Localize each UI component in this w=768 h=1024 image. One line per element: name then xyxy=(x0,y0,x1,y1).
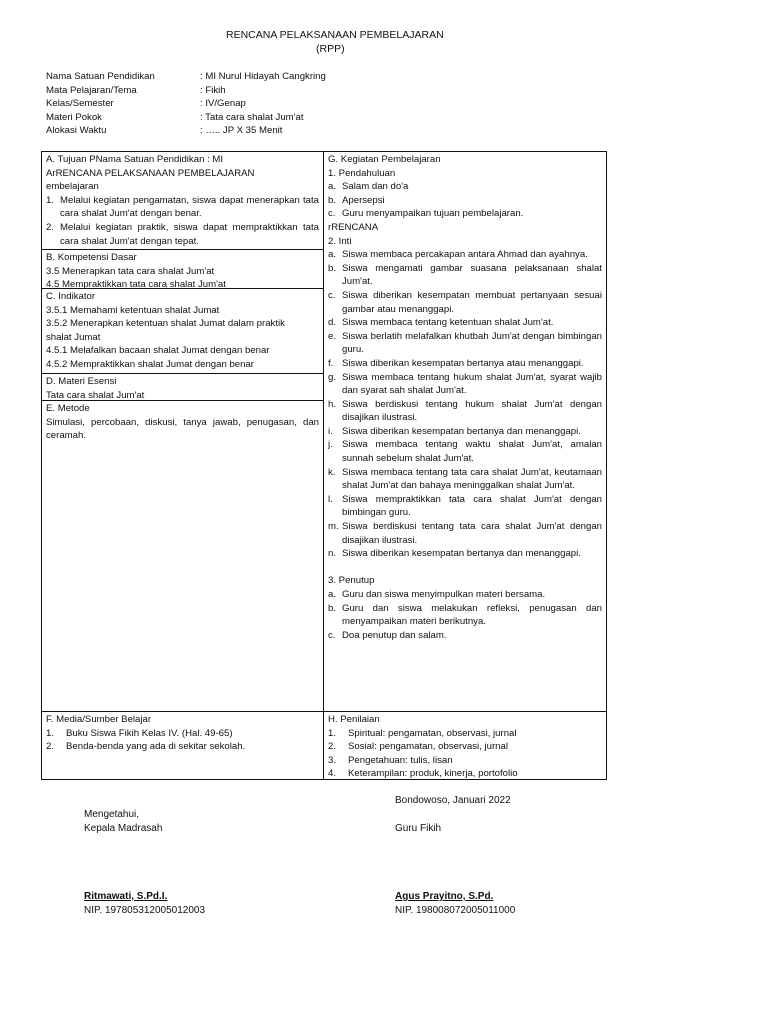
item-marker: f. xyxy=(328,357,334,369)
document-title: RENCANA PELAKSANAAN PEMBELAJARAN xyxy=(226,29,444,41)
right-role: Guru Fikih xyxy=(395,823,442,834)
spacer xyxy=(328,561,602,575)
rpp-table xyxy=(41,151,607,780)
item-marker: 2. xyxy=(46,221,55,233)
list-item xyxy=(328,398,602,425)
item-text: Melalui kegiatan praktik, siswa dapat mempraktikkan tata cara shalat Jum'at dengan tepat. xyxy=(60,221,319,247)
item-text: Siswa berdiskusi tentang tata cara shalat Jum'at dengan disajikan ilustrasi. xyxy=(342,521,602,546)
identity-block xyxy=(46,70,326,138)
tujuan-section xyxy=(42,152,323,250)
item-marker: h. xyxy=(328,398,337,410)
list-item xyxy=(328,207,602,221)
right-column xyxy=(324,152,606,779)
identity-label: Alokasi Waktu xyxy=(46,125,107,137)
item-marker: a. xyxy=(328,181,337,193)
section-line: A. Tujuan PNama Satuan Pendidikan : MI xyxy=(46,154,224,165)
item-marker: 1. xyxy=(46,194,55,206)
subsection-heading: 3. Penutup xyxy=(328,575,375,587)
item-marker: c. xyxy=(328,208,336,220)
identity-row xyxy=(46,124,326,138)
list-item xyxy=(328,316,602,330)
right-signatory-nip: NIP. 198008072005011000 xyxy=(395,905,516,916)
kompetensi-dasar-section xyxy=(42,250,323,289)
item-text: Siswa mempraktikkan tata cara shalat Jum'at dengan bimbingan guru. xyxy=(342,493,602,519)
list-item xyxy=(328,588,602,602)
mengetahui-label: Mengetahui, xyxy=(84,809,140,820)
section-line: Tata cara shalat Jum'at xyxy=(46,389,145,401)
identity-label: Mata Pelajaran/Tema xyxy=(46,84,137,96)
identity-label: Nama Satuan Pendidikan xyxy=(46,71,155,82)
section-text: Simulasi, percobaan, diskusi, tanya jawab, penugasan, dan ceramah. xyxy=(46,416,319,442)
list-item xyxy=(328,438,602,465)
item-text: Guru dan siswa melakukan refleksi, penugasan dan menyampaikan materi berikutnya. xyxy=(342,602,602,628)
kegiatan-section xyxy=(324,152,606,712)
list-item xyxy=(328,262,602,289)
item-marker: e. xyxy=(328,330,337,342)
item-text: Pengetahuan: tulis, lisan xyxy=(348,754,453,766)
list-item xyxy=(46,727,319,741)
left-signatory-nip: NIP. 197805312005012003 xyxy=(84,905,206,916)
identity-value: : ….. JP X 35 Menit xyxy=(200,125,283,137)
list-item xyxy=(328,289,602,316)
document-subtitle: (RPP) xyxy=(316,43,345,55)
item-marker: l. xyxy=(328,493,333,505)
place-date: Bondowoso, Januari 2022 xyxy=(395,795,511,806)
item-marker: b. xyxy=(328,262,337,274)
list-item xyxy=(328,520,602,547)
item-text: Melalui kegiatan pengamatan, siswa dapat menerapkan tata cara shalat Jum'at dengan benar. xyxy=(60,194,319,220)
section-heading: F. Media/Sumber Belajar xyxy=(46,714,152,725)
item-text: Siswa berdiskusi tentang hukum shalat Jum'at dengan disajikan ilustrasi. xyxy=(342,398,602,424)
item-text: Salam dan do'a xyxy=(342,181,409,193)
item-text: Siswa mengamati gambar suasana pelaksanaan shalat Jum'at. xyxy=(342,262,602,288)
item-marker: 1. xyxy=(328,727,337,739)
item-text: Guru menyampaikan tujuan pembelajaran. xyxy=(342,208,524,220)
item-marker: 1. xyxy=(46,727,55,739)
item-text: Spiritual: pengamatan, observasi, jurnal xyxy=(348,727,517,739)
subsection-heading: 1. Pendahuluan xyxy=(328,167,396,179)
item-text: Apersepsi xyxy=(342,194,385,206)
identity-value: : Tata cara shalat Jum'at xyxy=(200,111,304,123)
materi-esensi-section xyxy=(42,374,323,401)
section-line: embelajaran xyxy=(46,181,99,193)
section-heading: B. Kompetensi Dasar xyxy=(46,252,137,263)
section-line: 3.5 Menerapkan tata cara shalat Jum'at xyxy=(46,265,215,277)
list-item xyxy=(328,727,602,741)
item-marker: 3. xyxy=(328,754,337,766)
item-marker: i. xyxy=(328,425,333,437)
list-item xyxy=(328,371,602,398)
left-role: Kepala Madrasah xyxy=(84,823,163,834)
item-marker: c. xyxy=(328,289,336,301)
list-item xyxy=(328,330,602,357)
section-line: 3.5.2 Menerapkan ketentuan shalat Jumat dalam praktik xyxy=(46,318,285,330)
item-text: Siswa membaca tentang ketentuan shalat Jum'at. xyxy=(342,317,554,329)
section-line: 4.5.1 Melafalkan bacaan shalat Jumat dengan benar xyxy=(46,345,270,357)
identity-value: : Fikih xyxy=(200,84,226,96)
identity-row xyxy=(46,111,326,125)
list-item xyxy=(46,740,319,754)
item-text: Sosial: pengamatan, observasi, jurnal xyxy=(348,741,508,753)
item-marker: b. xyxy=(328,602,337,614)
item-text: Siswa diberikan kesempatan membuat pertanyaan sesuai gambar atau menanggapi. xyxy=(342,289,602,315)
list-item xyxy=(46,221,319,248)
right-signatory-name: Agus Prayitno, S.Pd. xyxy=(395,891,494,902)
list-item xyxy=(328,767,602,781)
list-item xyxy=(328,629,602,643)
list-item xyxy=(328,357,602,371)
item-marker: j. xyxy=(328,439,333,451)
list-item xyxy=(328,248,602,262)
item-text: Siswa membaca percakapan antara Ahmad dan ayahnya. xyxy=(342,249,588,261)
item-text: Benda-benda yang ada di sekitar sekolah. xyxy=(66,741,246,753)
subsection-heading: 2. Inti xyxy=(328,235,352,247)
list-item xyxy=(328,425,602,439)
item-marker: b. xyxy=(328,194,337,206)
item-text: Doa penutup dan salam. xyxy=(342,629,447,641)
section-line: shalat Jumat xyxy=(46,331,101,343)
item-marker: c. xyxy=(328,629,336,641)
indikator-section xyxy=(42,289,323,374)
section-line: 3.5.1 Memahami ketentuan shalat Jumat xyxy=(46,304,220,316)
item-marker: 2. xyxy=(328,741,337,753)
item-marker: a. xyxy=(328,589,337,600)
item-marker: k. xyxy=(328,466,336,478)
identity-value: : MI Nurul Hidayah Cangkring xyxy=(200,71,326,82)
metode-section xyxy=(42,401,323,712)
item-text: Siswa membaca tentang waktu shalat Jum'at, amalan sunnah sebelum shalat Jum'at. xyxy=(342,439,602,465)
list-item xyxy=(328,466,602,493)
list-item xyxy=(46,194,319,221)
identity-label: Kelas/Semester xyxy=(46,98,114,110)
item-marker: d. xyxy=(328,317,337,329)
left-column xyxy=(42,152,324,779)
list-item xyxy=(328,547,602,561)
section-heading: G. Kegiatan Pembelajaran xyxy=(328,154,441,165)
stray-text: rRENCANA xyxy=(328,221,379,233)
section-heading: D. Materi Esensi xyxy=(46,376,117,387)
item-text: Siswa diberikan kesempatan bertanya dan menanggapi. xyxy=(342,548,581,560)
item-text: Keterampilan: produk, kinerja, portofolio xyxy=(348,768,518,780)
item-text: Siswa diberikan kesempatan bertanya atau menanggapi. xyxy=(342,357,584,369)
item-marker: m. xyxy=(328,521,339,533)
list-item xyxy=(328,602,602,629)
identity-row xyxy=(46,70,326,84)
identity-value: : IV/Genap xyxy=(200,98,246,110)
list-item xyxy=(328,493,602,520)
item-marker: 4. xyxy=(328,768,337,780)
item-text: Guru dan siswa menyimpulkan materi bersama. xyxy=(342,589,546,600)
item-text: Siswa diberikan kesempatan bertanya dan menanggapi. xyxy=(342,425,581,437)
item-marker: g. xyxy=(328,371,337,383)
section-line: ArRENCANA PELAKSANAAN PEMBELAJARAN xyxy=(46,167,255,179)
item-text: Siswa berlatih melafalkan khutbah Jum'at dengan bimbingan guru. xyxy=(342,330,602,356)
item-text: Buku Siswa Fikih Kelas IV. (Hal. 49-65) xyxy=(66,727,233,739)
identity-row xyxy=(46,84,326,98)
item-marker: n. xyxy=(328,548,337,560)
list-item xyxy=(328,754,602,768)
section-heading: C. Indikator xyxy=(46,291,96,302)
identity-row xyxy=(46,97,326,111)
section-heading: H. Penilaian xyxy=(328,714,380,725)
item-text: Siswa membaca tentang hukum shalat Jum'at, syarat wajib dan syarat sah shalat Jum'at. xyxy=(342,371,602,397)
list-item xyxy=(328,180,602,194)
section-line: 4.5.2 Mempraktikkan shalat Jumat dengan benar xyxy=(46,358,254,370)
section-line: 4.5 Mempraktikkan tata cara shalat Jum'at xyxy=(46,279,226,291)
item-marker: 2. xyxy=(46,741,55,753)
section-heading: E. Metode xyxy=(46,403,90,414)
left-signatory-name: Ritmawati, S.Pd.I. xyxy=(84,891,168,902)
item-marker: a. xyxy=(328,249,337,261)
penilaian-section xyxy=(324,712,606,781)
item-text: Siswa membaca tentang tata cara shalat Jum'at, keutamaan shalat Jum'at dan bahaya meninggalkan shalat Jum'at. xyxy=(342,466,602,492)
media-section xyxy=(42,712,323,781)
identity-label: Materi Pokok xyxy=(46,111,102,123)
list-item xyxy=(328,740,602,754)
list-item xyxy=(328,194,602,208)
